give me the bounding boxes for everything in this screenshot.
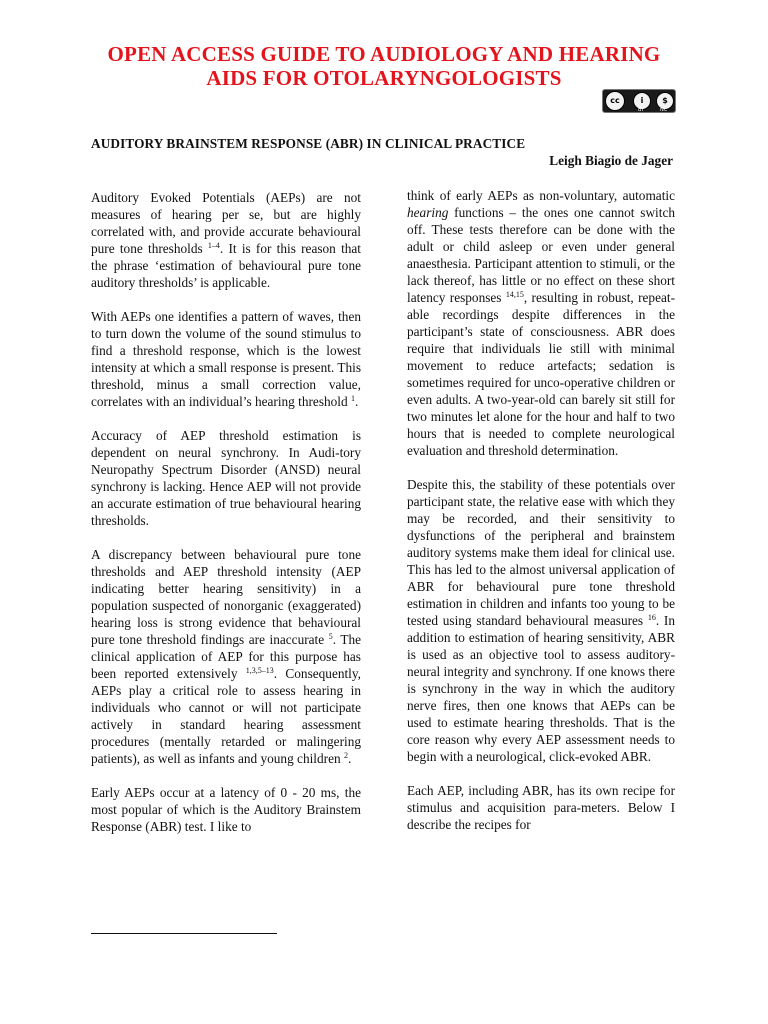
article-title: AUDITORY BRAINSTEM RESPONSE (ABR) IN CLINICAL PRACTICE [91, 136, 526, 151]
guide-title [0, 42, 768, 90]
citation: 14,15 [505, 290, 524, 299]
left-column [91, 189, 361, 835]
guide-title-line-2: AIDS FOR OTOLARYNGOLOGISTS [206, 66, 562, 90]
paragraph: With AEPs one identifies a pattern of waves, then to turn down the volume of the sound stimulus to find a threshold response, which is the lowest intensity at which a small response is present. This threshold, minus a small correction value, correlates with an individual’s hearing threshold $^1$. [91, 309, 361, 409]
creative-commons-license-badge[interactable] [602, 89, 676, 113]
citation: 2 [343, 751, 348, 760]
nc-label: NC [660, 107, 668, 113]
paragraph: A discrepancy between behavioural pure tone thresholds and AEP threshold intensity (AEP indicating better hearing sensitivity) in a population suspected of nonorganic (exaggerated) hearing loss is strong evidence that behavioural pure tone threshold findings are inaccurate $^5$. The clinical application of AEP for this purpose has been reported extensively $^{1,3,5-13}$. Consequently, AEPs play a critical role to assess hearing in individuals who cannot or will not participate actively in standard hearing assessment procedures (mentally retarded or malingering patients), as well as infants and young children $^2$. [91, 547, 362, 766]
citation: 1–4 [207, 241, 220, 250]
citation: 5 [328, 632, 333, 641]
guide-title-line-1: OPEN ACCESS GUIDE TO AUDIOLOGY AND HEARING [107, 42, 661, 66]
attribution-icon: i [633, 92, 651, 110]
emphasis: hearing [407, 205, 449, 220]
paragraph: Accuracy of AEP threshold estimation is dependent on neural synchrony. In Audi-tory Neuropathy Spectrum Disorder (ANSD) neural synchrony is lacking. Hence AEP will not provide an accurate estimation of true behavioural hearing thresholds. [91, 428, 361, 528]
citation: 1 [350, 394, 355, 403]
cc-icon: cc [605, 91, 625, 111]
right-column [407, 187, 675, 833]
paragraph: think of early AEPs as non-voluntary, automatic hearing functions – the ones one cannot switch off. These tests therefore can be done with the adult or child asleep or even under general anaesthesia. Participant attention to stimuli, or the lack thereof, has little or no effect on these short latency responses $^{14,15}$, resulting in robust, repeat-able recordings despite differences in the participant’s state of consciousness. ABR does require that individuals lie still with minimal movement to reduce artefacts; sedation is sometimes required for unco-operative children or even adults. A two-year-old can barely sit still for two minutes let alone for the hour and half to two hours that is needed to complete neurological evaluation and threshold determination. [407, 188, 675, 458]
paragraph: Auditory Evoked Potentials (AEPs) are not measures of hearing per se, but are highly correlated with, and provide accurate behavioural pure tone thresholds $^{1-4}$. It is for this reason that the phrase ‘estimation of behavioural pure tone auditory thresholds’ is applicable. [91, 190, 362, 290]
paragraph: Each AEP, including ABR, has its own recipe for stimulus and acquisition para-meters. Below I describe the recipes for [407, 783, 675, 832]
citation: 1,3,5–13 [245, 666, 274, 675]
by-label: BY [638, 107, 645, 113]
paragraph: Despite this, the stability of these potentials over participant state, the relative ease with which they may be recorded, and their sensitivity to dysfunctions of the peripheral and brainstem auditory systems make them ideal for clinical use. This has led to the almost universal application of ABR for behavioural pure tone threshold estimation in children and infants too young to be tested using standard behavioural measures $^{16}$. In addition to estimation of hearing sensitivity, ABR is used as an objective tool to assess auditory-neural integrity and synchrony. If one knows there is synchrony in the way in which the auditory nerve fires, then one knows that AEPs can be used to estimate hearing thresholds. That is the core reason why every AEP assessment needs to begin with a neurological, click-evoked ABR. [407, 477, 675, 764]
footnote-divider [91, 933, 277, 934]
article-author: Leigh Biagio de Jager [549, 153, 673, 168]
citation: 16 [647, 613, 656, 622]
non-commercial-icon: $ [656, 92, 674, 110]
paragraph: Early AEPs occur at a latency of 0 - 20 ms, the most popular of which is the Auditory Brainstem Response (ABR) test. I like to [91, 785, 361, 834]
